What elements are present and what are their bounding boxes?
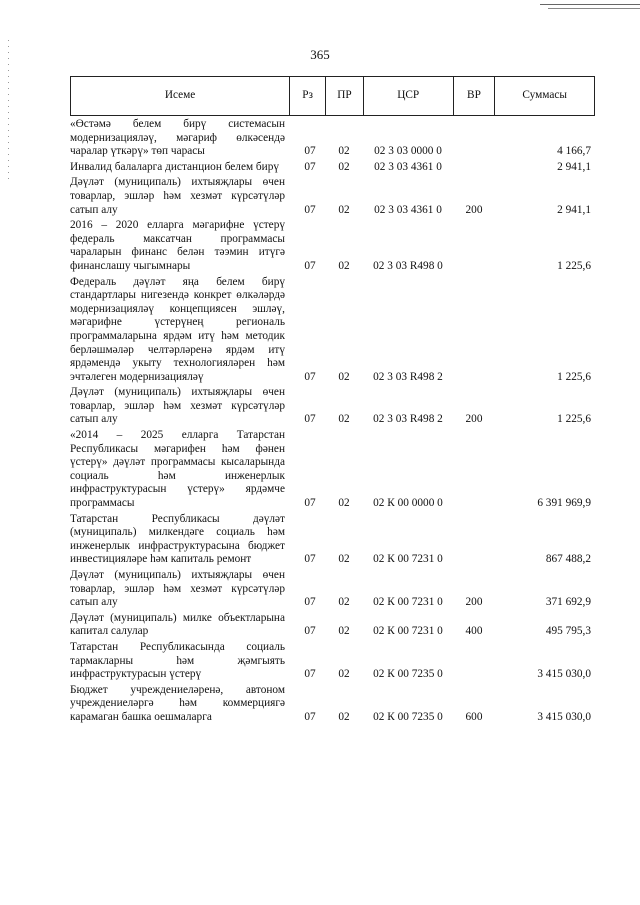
row-vr: 200 xyxy=(465,596,483,609)
row-csr: 02 К 00 7235 0 xyxy=(373,668,443,681)
table-row xyxy=(70,684,595,725)
table-row xyxy=(70,641,595,682)
row-pr: 02 xyxy=(338,413,350,426)
header-rz: Рз xyxy=(289,77,325,115)
budget-table xyxy=(70,76,595,727)
page-number: 365 xyxy=(310,47,330,62)
header-name: Исеме xyxy=(164,89,196,102)
table-row xyxy=(70,569,595,610)
row-pr: 02 xyxy=(338,596,350,609)
row-csr: 02 К 00 7231 0 xyxy=(373,596,443,609)
table-row xyxy=(70,386,595,427)
row-name: Татарстан Республикасы дәүләт (муниципаль) милкендәге социаль һәм инженерлык инфраструктурасына бюджет инвестицияләре һәм капиталь ремонт xyxy=(70,512,285,566)
row-name: Дәүләт (муниципаль) милке объектларына капитал салулар xyxy=(70,611,285,638)
row-pr: 02 xyxy=(338,625,350,638)
row-rz: 07 xyxy=(304,203,316,216)
row-rz: 07 xyxy=(304,625,316,638)
row-sum: 2 941,1 xyxy=(557,203,591,216)
row-rz: 07 xyxy=(304,668,316,681)
row-name: Дәүләт (муниципаль) ихтыяҗлары өчен товарлар, эшләр һәм хезмәт күрсәтүләр сатып алу xyxy=(70,386,285,426)
row-rz: 07 xyxy=(304,710,316,723)
row-name: «2014 – 2025 елларга Татарстан Республикасы мәгарифен һәм фәнен үстерү» дәүләт программасы кысаларында социаль һәм инженерлык инфраструктурасын үстерү» ярдәмче программасы xyxy=(70,429,285,510)
row-csr: 02 3 03 R498 2 xyxy=(373,413,443,426)
row-pr: 02 xyxy=(338,145,350,158)
row-name: Дәүләт (муниципаль) ихтыяҗлары өчен товарлар, эшләр һәм хезмәт күрсәтүләр сатып алу xyxy=(70,569,285,609)
row-sum: 6 391 969,9 xyxy=(537,497,591,510)
row-sum: 2 941,1 xyxy=(557,160,591,173)
row-rz: 07 xyxy=(304,259,316,272)
row-sum: 867 488,2 xyxy=(545,553,591,566)
row-csr: 02 К 00 7231 0 xyxy=(373,553,443,566)
row-pr: 02 xyxy=(338,160,350,173)
row-name: Дәүләт (муниципаль) ихтыяҗлары өчен товарлар, эшләр һәм хезмәт күрсәтүләр сатып алу xyxy=(70,176,285,216)
row-name: Инвалид балаларга дистанцион белем бирү xyxy=(70,160,280,173)
row-csr: 02 3 03 R498 2 xyxy=(373,370,443,383)
table-body xyxy=(70,116,595,725)
row-sum: 371 692,9 xyxy=(545,596,591,609)
table-row xyxy=(70,176,595,217)
row-pr: 02 xyxy=(338,370,350,383)
row-vr: 600 xyxy=(465,710,483,723)
row-sum: 1 225,6 xyxy=(557,259,591,272)
row-csr: 02 3 03 4361 0 xyxy=(374,203,442,216)
row-sum: 1 225,6 xyxy=(557,370,591,383)
row-pr: 02 xyxy=(338,710,350,723)
row-vr: 400 xyxy=(465,625,483,638)
row-pr: 02 xyxy=(338,203,350,216)
row-csr: 02 3 03 0000 0 xyxy=(374,145,442,158)
row-csr: 02 К 00 7235 0 xyxy=(373,710,443,723)
row-csr: 02 К 00 0000 0 xyxy=(373,497,443,510)
row-rz: 07 xyxy=(304,160,316,173)
row-sum: 4 166,7 xyxy=(557,145,591,158)
row-name: Татарстан Республикасында социаль тармакларны һәм җәмгыять инфраструктурасын үстерү xyxy=(70,640,285,681)
table-row xyxy=(70,276,595,385)
row-name: 2016 – 2020 елларга мәгарифне үстерү федераль максатчан программасы чараларын финанс белән тәэмин итүгә финанслашу чыгымнары xyxy=(70,219,285,272)
row-name: Бюджет учреждениеләренә, автоном учреждениеләргә һәм коммерциягә карамаган башка оешмаларга xyxy=(70,683,285,723)
row-rz: 07 xyxy=(304,596,316,609)
table-row xyxy=(70,118,595,159)
row-name: Федераль дәүләт яңа белем бирү стандартлары нигезендә конкрет өлкәләрдә модернизацияләү концепциясен эшләү, мәгарифне үстерүнең региональ программаларына ярдәм итү һәм методик берләшмәләр челтәрләренә ярдәм итү ярдәмендә укыту технологияләрен һәм эчтәлеген модернизацияләү xyxy=(70,275,285,383)
table-header xyxy=(70,76,595,116)
row-name: «Өстәмә белем бирү системасын модернизацияләү, мәгариф өлкәсендә чаралар үткәрү» төп чарасы xyxy=(70,118,285,158)
row-sum: 495 795,3 xyxy=(545,625,591,638)
row-pr: 02 xyxy=(338,497,350,510)
row-vr: 200 xyxy=(465,203,483,216)
row-rz: 07 xyxy=(304,370,316,383)
table-row xyxy=(70,161,595,175)
row-csr: 02 К 00 7231 0 xyxy=(373,625,443,638)
header-sum: Суммасы xyxy=(494,77,594,115)
scan-artifact-line xyxy=(548,8,640,9)
header-csr: ЦСР xyxy=(363,77,453,115)
row-rz: 07 xyxy=(304,413,316,426)
row-csr: 02 3 03 4361 0 xyxy=(374,160,442,173)
row-csr: 02 3 03 R498 0 xyxy=(373,259,443,272)
row-pr: 02 xyxy=(338,259,350,272)
row-vr: 200 xyxy=(465,413,483,426)
row-pr: 02 xyxy=(338,668,350,681)
table-row xyxy=(70,612,595,639)
row-sum: 3 415 030,0 xyxy=(537,668,591,681)
table-row xyxy=(70,219,595,273)
row-rz: 07 xyxy=(304,497,316,510)
table-row xyxy=(70,513,595,567)
header-vr: ВР xyxy=(453,77,495,115)
row-rz: 07 xyxy=(304,553,316,566)
table-row xyxy=(70,429,595,511)
row-sum: 3 415 030,0 xyxy=(537,710,591,723)
row-sum: 1 225,6 xyxy=(557,413,591,426)
row-rz: 07 xyxy=(304,145,316,158)
row-pr: 02 xyxy=(338,553,350,566)
scan-artifact-line xyxy=(540,4,640,5)
header-pr: ПР xyxy=(325,77,363,115)
